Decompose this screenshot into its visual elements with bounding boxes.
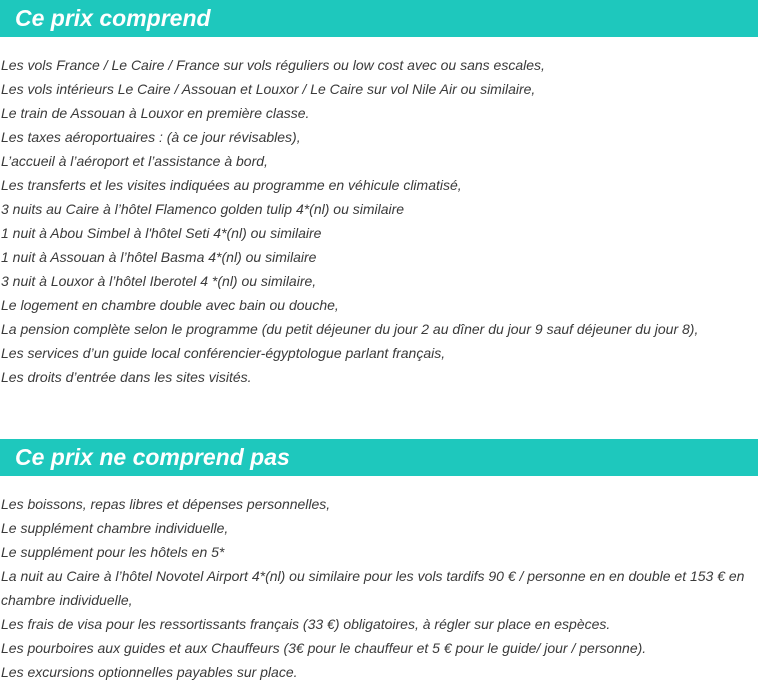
excluded-item: Les excursions optionnelles payables sur place. [1,664,298,680]
excluded-item: Les boissons, repas libres et dépenses personnelles, [1,496,331,512]
included-item: Le train de Assouan à Louxor en première classe. [1,105,310,121]
included-list [1,53,753,389]
included-section-header [0,0,758,37]
excluded-section-header [0,439,758,476]
included-item: Les vols intérieurs Le Caire / Assouan et Louxor / Le Caire sur vol Nile Air ou similaire, [1,81,536,97]
included-item: 3 nuits au Caire à l’hôtel Flamenco golden tulip 4*(nl) ou similaire [1,201,405,217]
excluded-heading: Ce prix ne comprend pas [15,444,290,470]
excluded-item: Le supplément chambre individuelle, [1,520,229,536]
included-item: Les taxes aéroportuaires : (à ce jour révisables), [1,129,301,145]
included-item: La pension complète selon le programme (du petit déjeuner du jour 2 au dîner du jour 9 sauf déjeuner du jour 8), [1,321,699,337]
included-heading: Ce prix comprend [15,5,211,31]
excluded-item: Les pourboires aux guides et aux Chauffeurs (3€ pour le chauffeur et 5 € pour le guide/ jour / personne). [1,640,647,656]
included-item: Les vols France / Le Caire / France sur vols réguliers ou low cost avec ou sans escales, [1,57,545,73]
included-item: 3 nuit à Louxor à l’hôtel Iberotel 4 *(nl) ou similaire, [1,273,317,289]
included-item: Les droits d’entrée dans les sites visités. [1,369,252,385]
excluded-item: La nuit au Caire à l’hôtel Novotel Airport 4*(nl) ou similaire pour les vols tardifs 90 € / personne en en double et 153 € en chambre individuelle, [1,568,745,608]
included-item: 1 nuit à Abou Simbel à l'hôtel Seti 4*(nl) ou similaire [1,225,322,241]
excluded-item: Les frais de visa pour les ressortissants français (33 €) obligatoires, à régler sur place en espèces. [1,616,611,632]
included-item: Le logement en chambre double avec bain ou douche, [1,297,339,313]
included-item: Les services d’un guide local conférencier-égyptologue parlant français, [1,345,446,361]
included-item: 1 nuit à Assouan à l’hôtel Basma 4*(nl) ou similaire [1,249,317,265]
excluded-item: Le supplément pour les hôtels en 5* [1,544,225,560]
included-item: Les transferts et les visites indiquées au programme en véhicule climatisé, [1,177,462,193]
included-item: L’accueil à l’aéroport et l’assistance à bord, [1,153,268,169]
excluded-list [1,492,753,684]
